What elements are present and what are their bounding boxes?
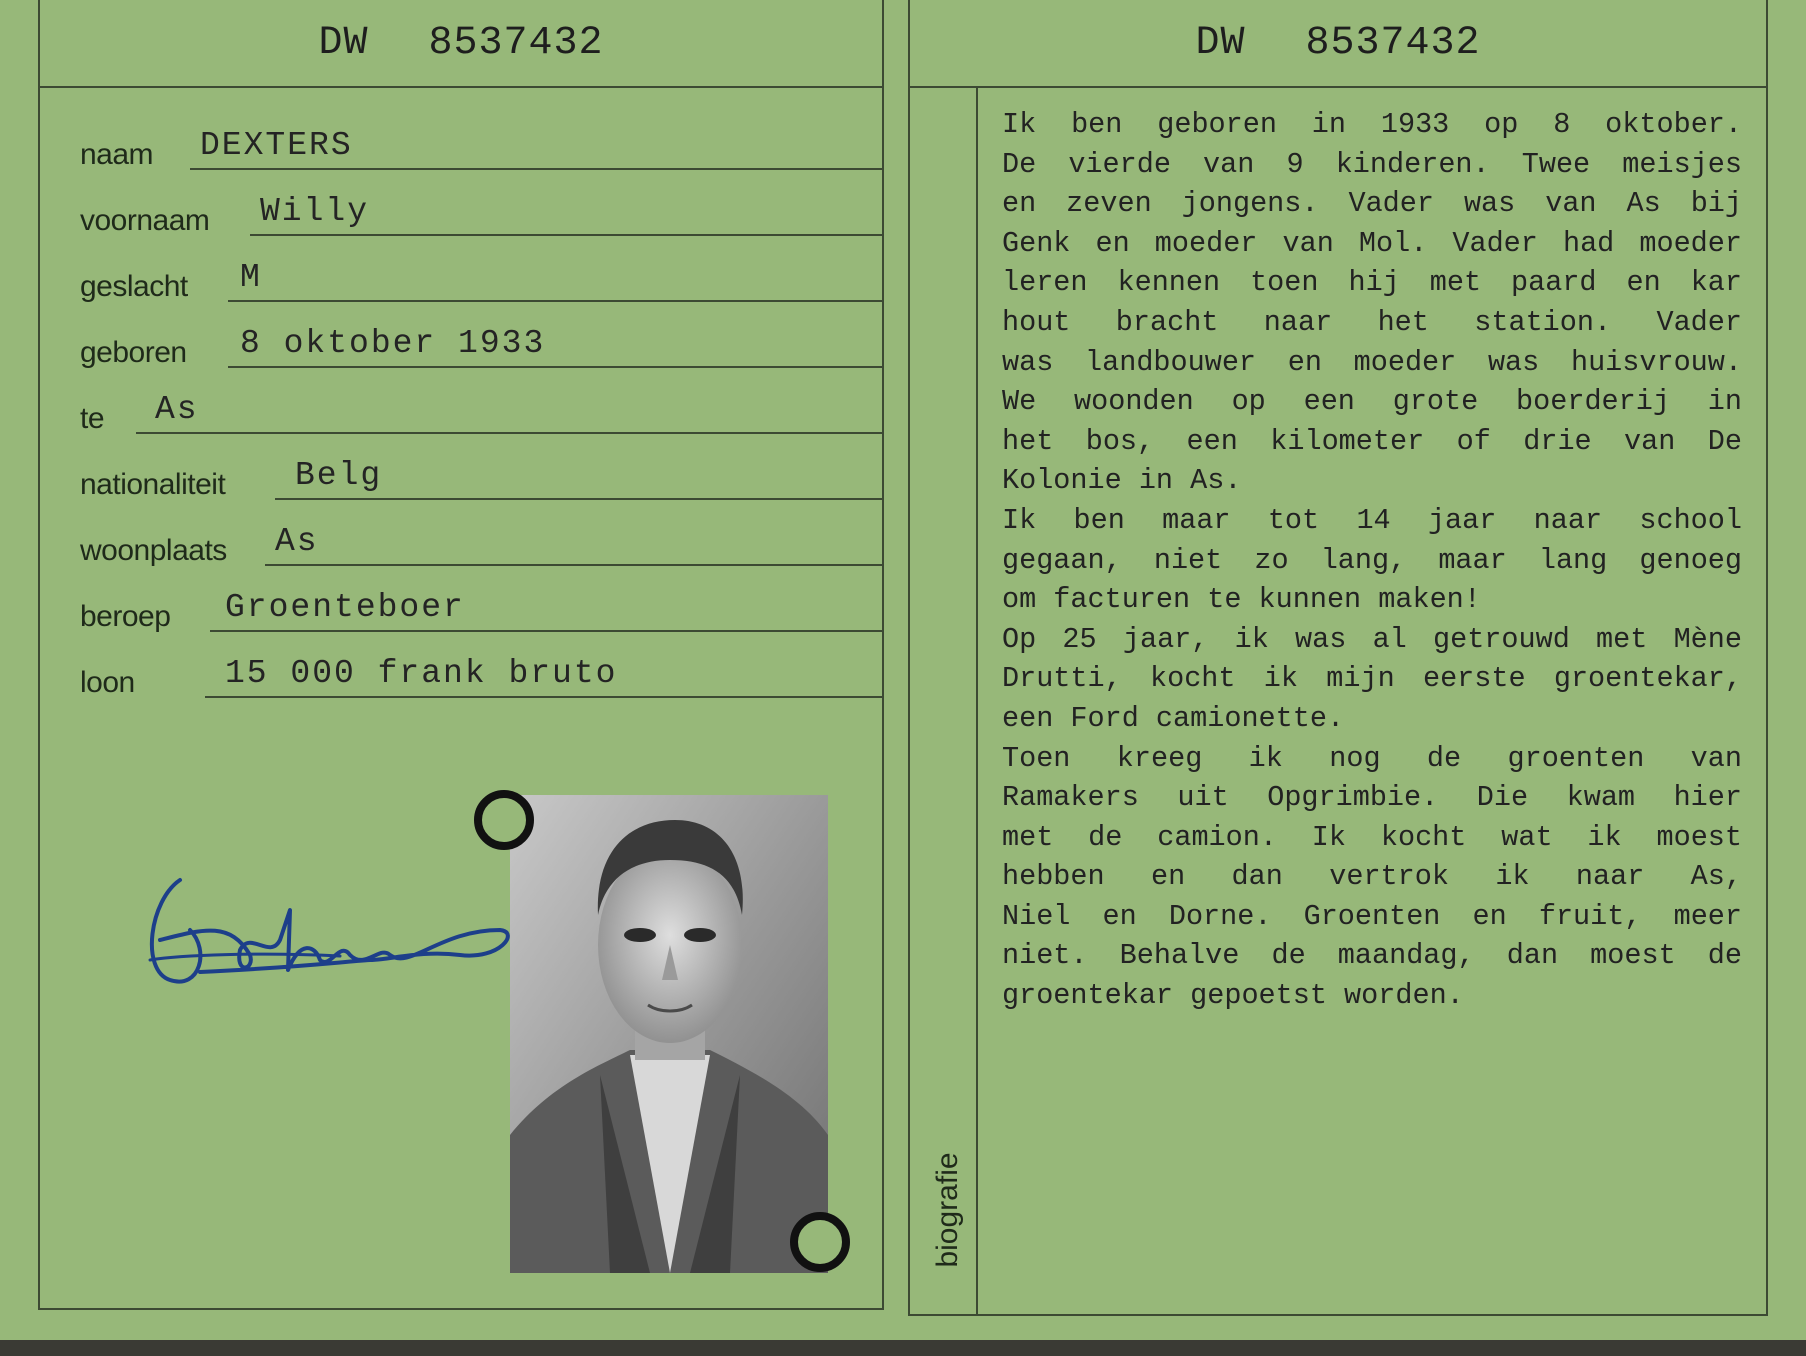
biography-line: was landbouwer en moeder was huisvrouw. xyxy=(1002,345,1742,379)
field-beroep xyxy=(80,566,882,632)
biography-line: met de camion. Ik kocht wat ik moest xyxy=(1002,820,1742,854)
portrait-photo xyxy=(510,795,828,1273)
field-label: naam xyxy=(80,138,154,171)
biography-line: Genk en moeder van Mol. Vader had moeder xyxy=(1002,226,1742,260)
field-value: Belg xyxy=(295,457,383,494)
field-value: Groenteboer xyxy=(225,589,465,626)
field-value: 15 000 frank bruto xyxy=(225,655,618,692)
field-label: beroep xyxy=(80,600,171,633)
field-value: Willy xyxy=(260,193,370,230)
field-te xyxy=(80,368,882,434)
field-value: 8 oktober 1933 xyxy=(240,325,546,362)
biography-line: Ik ben maar tot 14 jaar naar school xyxy=(1002,503,1742,537)
card-series: DW xyxy=(318,20,369,66)
field-geslacht xyxy=(80,236,882,302)
field-loon xyxy=(80,632,882,698)
biography-panel xyxy=(908,0,1768,1316)
card-number-right: 8537432 xyxy=(1305,20,1481,66)
signature-icon xyxy=(140,860,520,1010)
card-number: 8537432 xyxy=(428,20,604,66)
punch-hole-top xyxy=(474,790,534,850)
biography-line: Ramakers uit Opgrimbie. Die kwam hier xyxy=(1002,781,1742,815)
biography-line: Niel en Dorne. Groenten en fruit, meer xyxy=(1002,899,1742,933)
portrait-image-icon xyxy=(510,795,828,1273)
card-number-header xyxy=(40,0,882,88)
field-voornaam xyxy=(80,170,882,236)
biography-line: Toen kreeg ik nog de groenten van xyxy=(1002,741,1742,775)
card-series-right: DW xyxy=(1195,20,1246,66)
biography-line: Kolonie in As. xyxy=(1002,464,1242,498)
field-label: geslacht xyxy=(80,270,188,303)
field-label: geboren xyxy=(80,336,187,369)
biography-line: Drutti, kocht ik mijn eerste groentekar, xyxy=(1002,662,1742,696)
field-naam xyxy=(80,104,882,170)
field-nationaliteit xyxy=(80,434,882,500)
biography-line: groentekar gepoetst worden. xyxy=(1002,979,1464,1013)
field-geboren xyxy=(80,302,882,368)
card-number-header-right xyxy=(910,0,1766,88)
biography-text xyxy=(1002,105,1742,1016)
field-label: voornaam xyxy=(80,204,210,237)
field-label: loon xyxy=(80,666,135,699)
field-label: nationaliteit xyxy=(80,468,226,501)
biography-line: We woonden op een grote boerderij in xyxy=(1002,385,1742,419)
biography-side-label xyxy=(918,1140,978,1280)
field-label: te xyxy=(80,402,105,435)
field-value: As xyxy=(275,523,319,560)
field-underline xyxy=(205,696,882,698)
biography-line: hout bracht naar het station. Vader xyxy=(1002,305,1742,339)
field-woonplaats xyxy=(80,500,882,566)
field-value: DEXTERS xyxy=(200,127,353,164)
identity-panel xyxy=(38,0,884,1310)
biography-line: om facturen te kunnen maken! xyxy=(1002,583,1481,617)
biography-line: het bos, een kilometer of drie van De xyxy=(1002,424,1742,458)
field-value: M xyxy=(240,259,262,296)
side-label-text: biografie xyxy=(931,1152,964,1268)
sidebar-divider xyxy=(976,86,978,1314)
biography-line: hebben en dan vertrok ik naar As, xyxy=(1002,860,1742,894)
field-value: As xyxy=(155,391,199,428)
biography-line: niet. Behalve de maandag, dan moest de xyxy=(1002,939,1742,973)
punch-hole-bottom xyxy=(790,1212,850,1272)
biography-line: Ik ben geboren in 1933 op 8 oktober. xyxy=(1002,108,1742,141)
field-label: woonplaats xyxy=(80,534,227,567)
biography-line: een Ford camionette. xyxy=(1002,701,1345,735)
biography-line: en zeven jongens. Vader was van As bij xyxy=(1002,187,1742,221)
biography-line: gegaan, niet zo lang, maar lang genoeg xyxy=(1002,543,1742,577)
biography-line: De vierde van 9 kinderen. Twee meisjes xyxy=(1002,147,1742,181)
biography-line: Op 25 jaar, ik was al getrouwd met Mène xyxy=(1002,622,1742,656)
card-bottom-edge xyxy=(0,1340,1806,1356)
biography-line: leren kennen toen hij met paard en kar xyxy=(1002,266,1742,300)
